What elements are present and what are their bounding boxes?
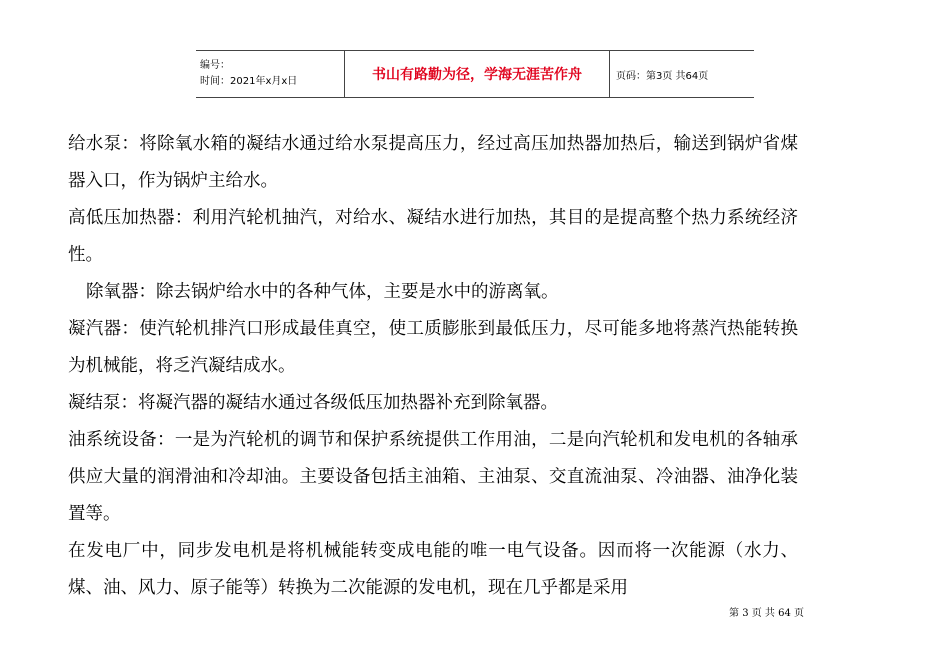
paragraph-condensate-pump: 凝结泵：将凝汽器的凝结水通过各级低压加热器补充到除氧器。	[68, 393, 558, 413]
header-motto-cell	[345, 51, 610, 97]
paragraph-feed-pump: 给水泵：将除氧水箱的凝结水通过给水泵提高压力，经过高压加热器加热后，输送到锅炉省煤器入口，作为锅炉主给水。	[68, 134, 798, 191]
paragraph-generator: 在发电厂中，同步发电机是将机械能转变成电能的唯一电气设备。因而将一次能源（水力、煤、油、风力、原子能等）转换为二次能源的发电机，现在几乎都是采用	[68, 541, 798, 598]
page-footer: 第 3 页 共 64 页	[729, 608, 804, 619]
header-motto: 书山有路勤为径，学海无涯苦作舟	[372, 67, 582, 83]
paragraph-deaerator: 除氧器：除去锅炉给水中的各种气体，主要是水中的游离氧。	[86, 282, 559, 302]
header-meta	[196, 51, 345, 97]
paragraph-oil-system: 油系统设备：一是为汽轮机的调节和保护系统提供工作用油，二是向汽轮机和发电机的各轴承供应大量的润滑油和冷却油。主要设备包括主油箱、主油泵、交直流油泵、冷油器、油净化装置等。	[68, 430, 798, 524]
document-body	[68, 126, 798, 607]
header-time-label: 时间：2021年x月x日	[200, 76, 298, 87]
paragraph-heaters: 高低压加热器：利用汽轮机抽汽，对给水、凝结水进行加热，其目的是提高整个热力系统经济性。	[68, 208, 798, 265]
header-page-label: 页码：第3页 共64页	[616, 70, 709, 82]
header-page-cell	[610, 51, 754, 97]
paragraph-condenser: 凝汽器：使汽轮机排汽口形成最佳真空，使工质膨胀到最低压力，尽可能多地将蒸汽热能转换为机械能，将乏汽凝结成水。	[68, 319, 798, 376]
page-header	[196, 50, 754, 98]
header-number-label: 编号：	[200, 60, 230, 71]
